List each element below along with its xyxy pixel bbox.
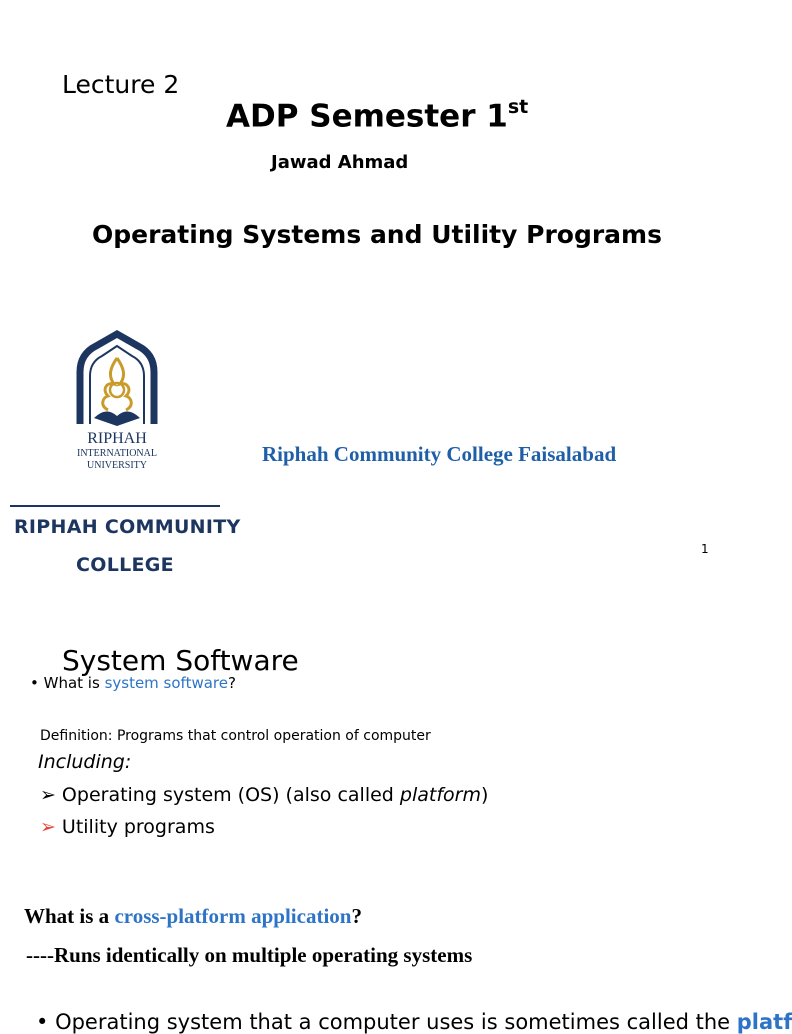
arrow-bullet-icon: ➢ bbox=[40, 816, 56, 838]
item1-suffix: ) bbox=[480, 784, 489, 806]
logo-text-riphah: RIPHAH bbox=[87, 430, 147, 447]
slide-subtitle: Operating Systems and Utility Programs bbox=[92, 220, 662, 249]
q2-prefix: What is a bbox=[24, 904, 115, 928]
riphah-emblem-icon bbox=[52, 332, 182, 472]
community-college-logo-line2: COLLEGE bbox=[76, 554, 174, 576]
slide-title bbox=[226, 98, 528, 134]
author-name: Jawad Ahmad bbox=[271, 152, 409, 173]
community-college-logo-line1: RIPHAH COMMUNITY bbox=[14, 516, 241, 538]
definition-text: Definition: Programs that control operation of computer bbox=[40, 728, 431, 744]
cross-platform-link[interactable]: cross-platform application bbox=[114, 904, 352, 928]
answer-cross-platform: ----Runs identically on multiple operating systems bbox=[26, 943, 473, 967]
bullet-icon: • bbox=[30, 674, 44, 692]
q2-suffix: ? bbox=[351, 904, 362, 928]
lecture-label: Lecture 2 bbox=[62, 70, 180, 99]
slide-title-main: ADP Semester 1 bbox=[226, 98, 508, 135]
item2-text: Utility programs bbox=[61, 816, 215, 838]
arrow-bullet-icon: ➢ bbox=[40, 784, 56, 806]
divider-line bbox=[10, 505, 220, 507]
cut-bold-text: platf bbox=[736, 1010, 792, 1034]
cut-off-text bbox=[36, 1010, 792, 1034]
question-system-software bbox=[30, 674, 236, 692]
item1-italic: platform bbox=[399, 784, 481, 806]
list-item-utility bbox=[40, 816, 215, 838]
q1-prefix: What is bbox=[43, 674, 105, 692]
system-software-link[interactable]: system software bbox=[104, 674, 228, 692]
including-label: Including: bbox=[38, 751, 132, 773]
page-number: 1 bbox=[701, 542, 709, 556]
section-title: System Software bbox=[62, 644, 299, 677]
logo-text-international: INTERNATIONAL bbox=[77, 448, 157, 459]
logo-text-university: UNIVERSITY bbox=[87, 460, 147, 471]
riphah-university-logo bbox=[52, 332, 182, 472]
cut-text: Operating system that a computer uses is sometimes called the bbox=[55, 1010, 737, 1034]
item1-prefix: Operating system (OS) (also called bbox=[61, 784, 400, 806]
q1-suffix: ? bbox=[227, 674, 236, 692]
bullet-icon: • bbox=[36, 1010, 56, 1034]
slide-title-sup: st bbox=[507, 96, 529, 118]
college-name: Riphah Community College Faisalabad bbox=[262, 442, 617, 466]
list-item-os bbox=[40, 784, 488, 806]
question-cross-platform bbox=[24, 904, 362, 929]
